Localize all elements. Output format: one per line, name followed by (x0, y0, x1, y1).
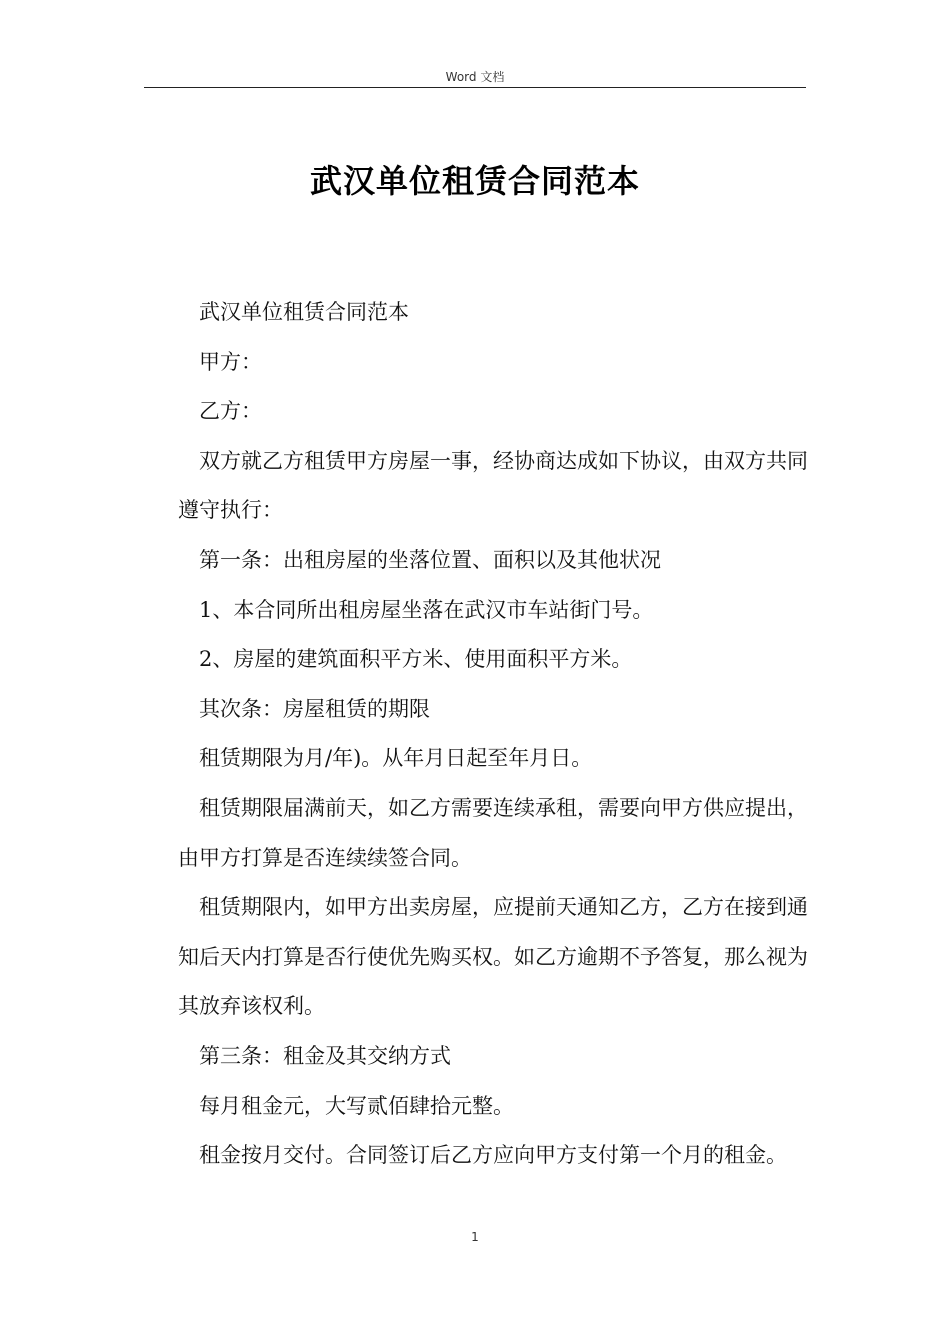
header-divider (144, 87, 806, 88)
paragraph: 乙方： (199, 399, 262, 424)
page-header: Word 文档 (445, 70, 505, 84)
paragraph: 双方就乙方租赁甲方房屋一事，经协商达成如下协议，由双方共同遵守执行： (178, 448, 808, 523)
document-title: 武汉单位租赁合同范本 (309, 162, 640, 200)
paragraph: 甲方： (199, 349, 262, 374)
paragraph: 每月租金元，大写贰佰肆拾元整。 (199, 1093, 514, 1118)
paragraph: 武汉单位租赁合同范本 (199, 300, 409, 324)
document-body (178, 288, 810, 1181)
section-heading: 第一条：出租房屋的坐落位置、面积以及其他状况 (199, 547, 661, 572)
paragraph: 2、房屋的建筑面积平方米、使用面积平方米。 (199, 647, 633, 672)
paragraph: 租赁期限内，如甲方出卖房屋，应提前天通知乙方，乙方在接到通知后天内打算是否行使优先购买权。如乙方逾期不予答复，那么视为其放弃该权利。 (178, 895, 808, 1019)
paragraph: 1、本合同所出租房屋坐落在武汉市车站街门号。 (199, 597, 654, 622)
paragraph: 租赁期限为月/年)。从年月日起至年月日。 (199, 746, 593, 771)
page-number: 1 (471, 1230, 479, 1244)
section-heading: 第三条：租金及其交纳方式 (199, 1043, 451, 1068)
section-heading: 其次条：房屋租赁的期限 (199, 696, 430, 721)
paragraph: 租赁期限届满前天，如乙方需要连续承租，需要向甲方供应提出，由甲方打算是否连续续签合同。 (178, 795, 808, 870)
paragraph: 租金按月交付。合同签订后乙方应向甲方支付第一个月的租金。 (199, 1143, 787, 1168)
